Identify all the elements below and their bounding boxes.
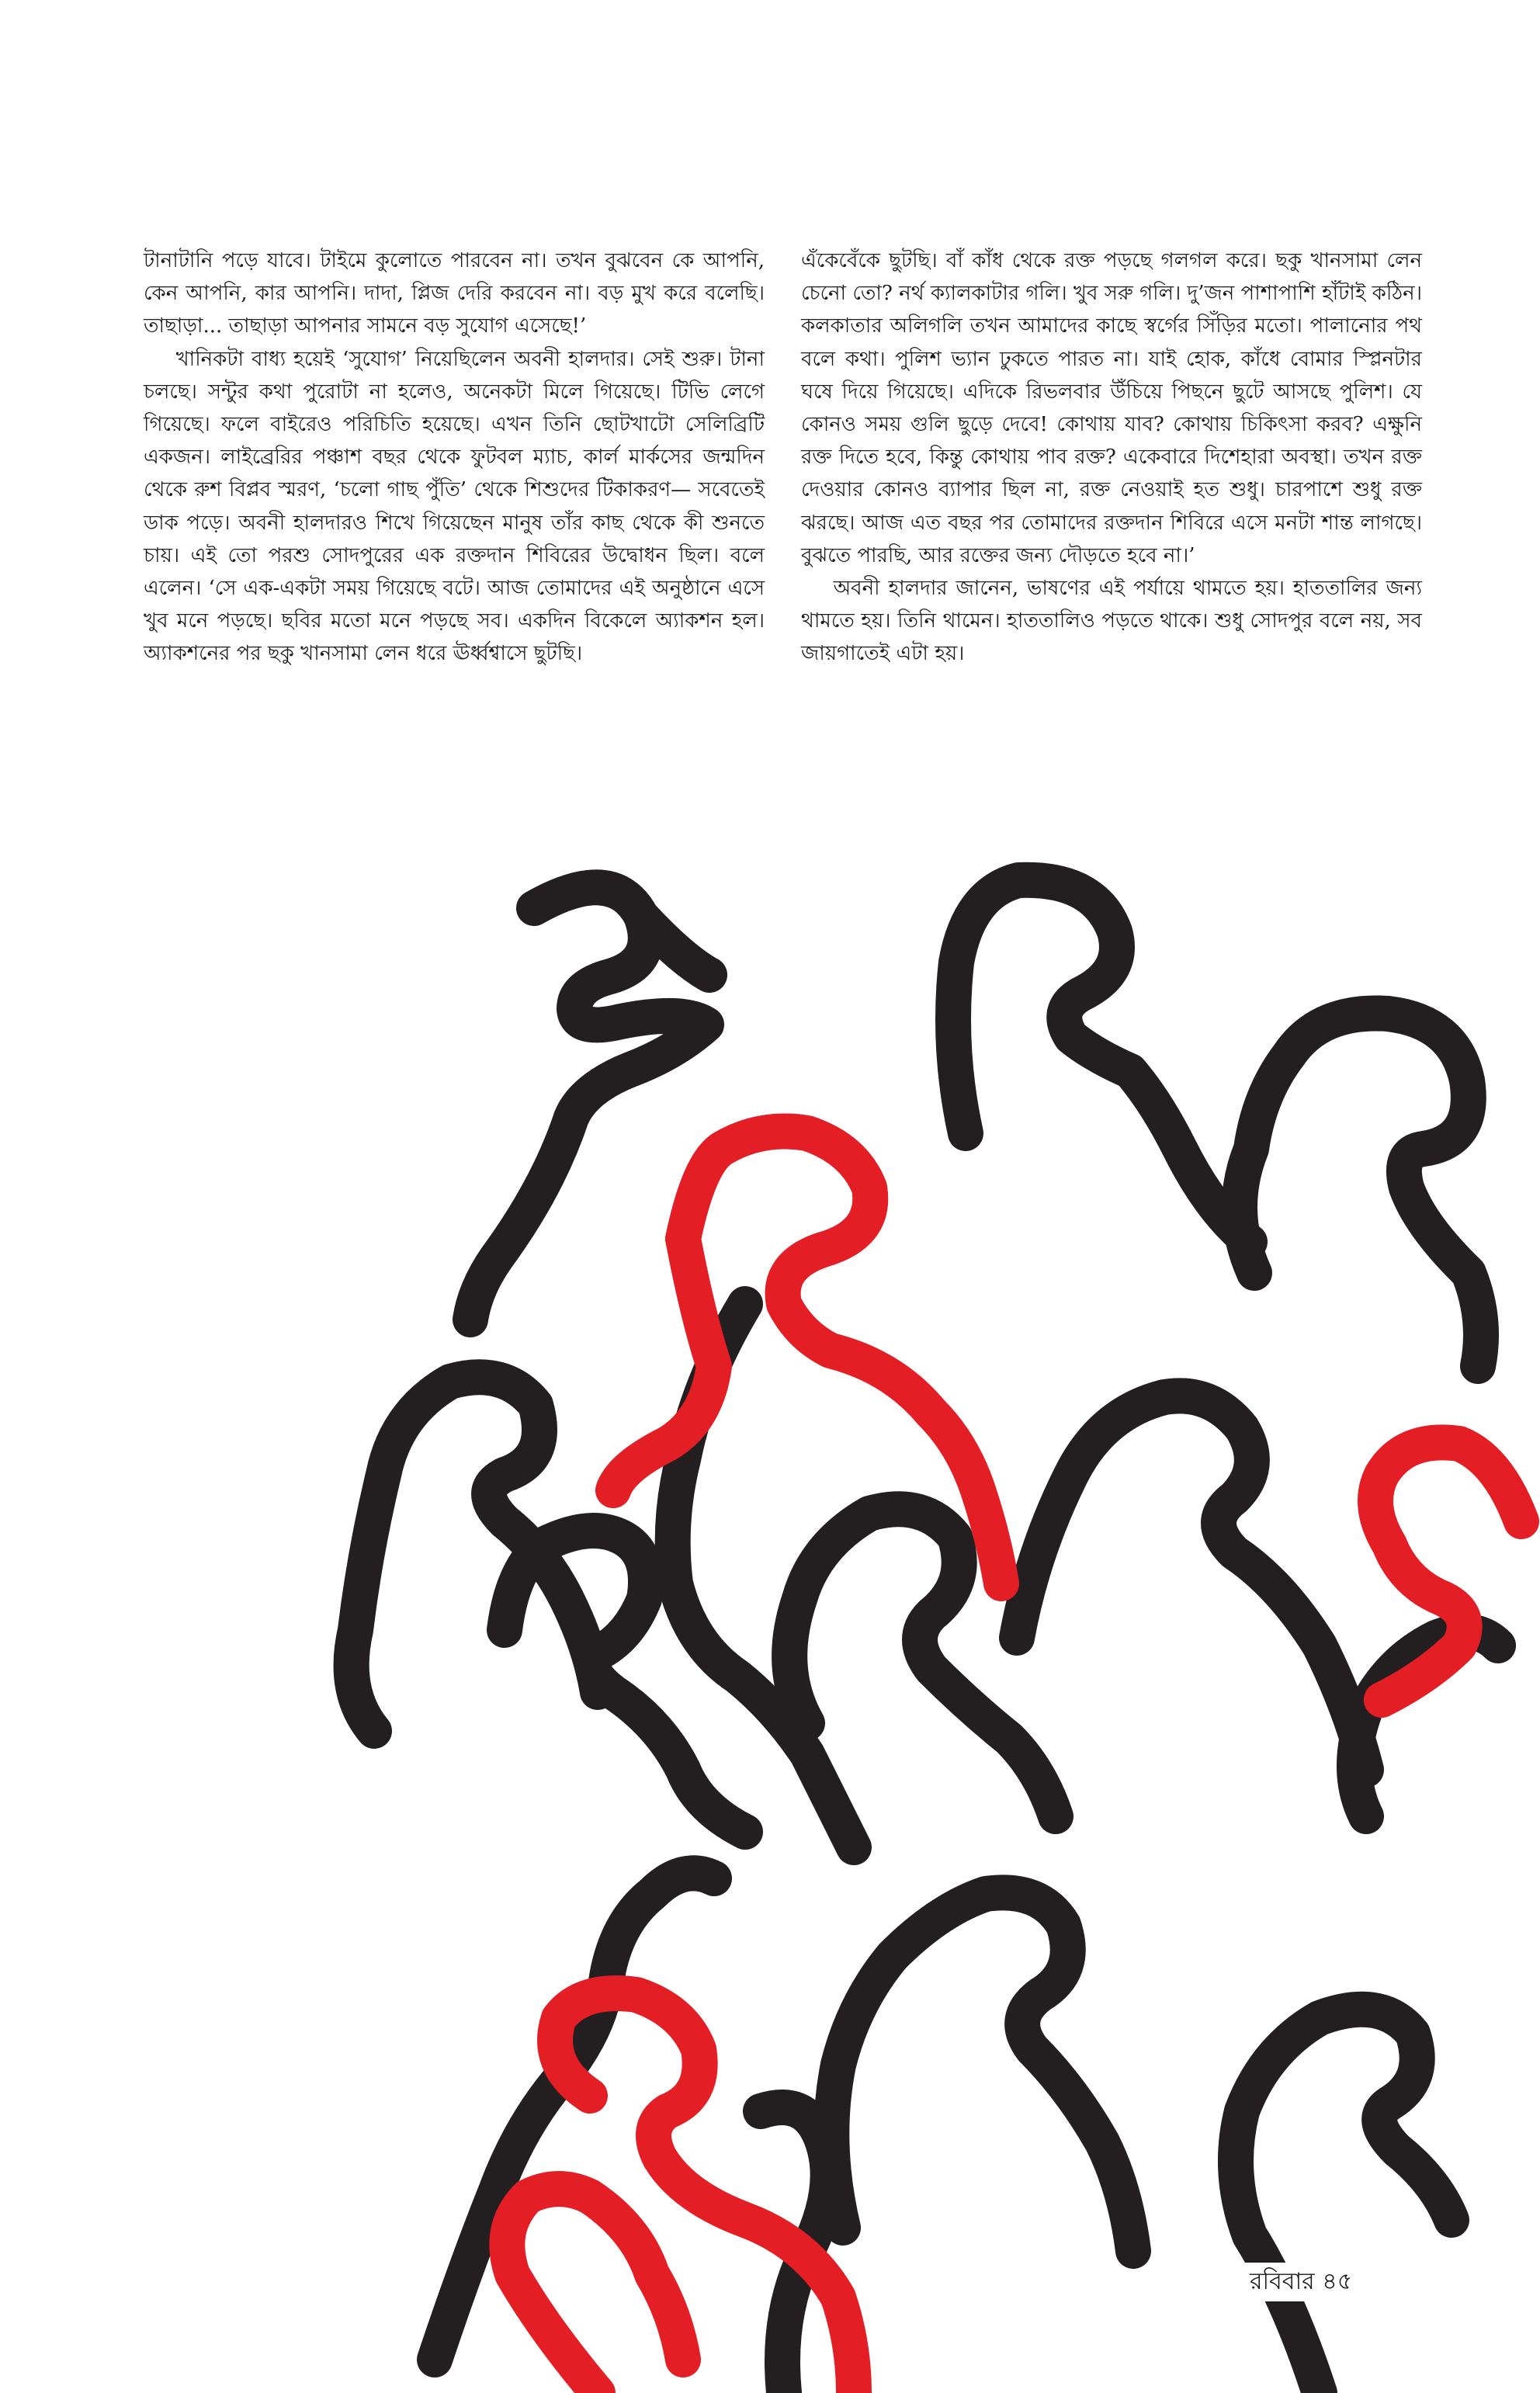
article-paragraph: অবনী হালদার জানেন, ভাষণের এই পর্যায়ে থামতে হয়। হাততালির জন্য থামতে হয়। তিনি থামেন। হাততালিও পড়তে থাকে। শুধু সোদপুর বলে নয়, সব জায়গাতেই এটা হয়। [801,577,1422,666]
black-figure-lower-right [1236,2010,1452,2393]
article-paragraph: টানাটানি পড়ে যাবে। টাইমে কুলোতে পারবেন না। তখন বুঝবেন কে আপনি, কেন আপনি, কার আপনি। দাদা, প্লিজ দেরি করবেন না। বড় মুখ করে বলেছি। তাছাড়া... তাছাড়া আপনার সামনে বড় সুযোগ এসেছে!’ [144,249,765,338]
black-figure-lower-center [831,1892,1133,2251]
article-column-right [801,245,1422,671]
black-figure-top-center [953,880,1250,1242]
magazine-name: রবিবার [1250,2268,1315,2295]
crowd-illustration [0,838,1540,2393]
article-paragraph: এঁকেবেঁকে ছুটছি। বাঁ কাঁধ থেকে রক্ত পড়ছে গলগল করে। ছকু খানসামা লেন চেনো তো? নর্থ ক্যালকাটার গলি। খুব সরু গলি। দু’জন পাশাপাশি হাঁটাই কঠিন। কলকাতার অলিগলি তখন আমাদের কাছে স্বর্গের সিঁড়ির মতো। পালানোর পথ বলে কথা। পুলিশ ভ্যান ঢুকতে পারত না। যাই হোক, কাঁধে বোমার স্প্লিনটার ঘষে দিয়ে গিয়েছে। এদিকে রিভলবার উঁচিয়ে পিছনে ছুটে আসছে পুলিশ। যে কোনও সময় গুলি ছুড়ে দেবে! কোথায় যাব? কোথায় চিকিৎসা করব? এক্ষুনি রক্ত দিতে হবে, কিন্তু কোথায় পাব রক্ত? একেবারে দিশেহারা অবস্থা। তখন রক্ত দেওয়ার কোনও ব্যাপার ছিল না, রক্ত নেওয়াই হত শুধু। চারপাশে শুধু রক্ত ঝরছে। আজ এত বছর পর তোমাদের রক্তদান শিবিরে এসে মনটা শান্ত লাগছে। বুঝতে পারছি, আর রক্তের জন্য দৌড়তে হবে না।’ [801,249,1422,567]
red-figure-bottom-left [507,2189,683,2393]
page-number: ৪৫ [1322,2268,1353,2295]
black-figure-right-mid [1017,1396,1366,1770]
page-footer [1242,2263,1358,2301]
article-paragraph: খানিকটা বাধ্য হয়েই ‘সুযোগ’ নিয়েছিলেন অবনী হালদার। সেই শুরু। টানা চলছে। সন্টুর কথা পুরোটা না হলেও, অনেকটা মিলে গিয়েছে। টিভি লেগে গিয়েছে। ফলে বাইরেও পরিচিতি হয়েছে। এখন তিনি ছোটখাটো সেলিব্রিটি একজন। লাইব্রেরির পঞ্চাশ বছর থেকে ফুটবল ম্যাচ, কার্ল মার্কসের জন্মদিন থেকে রুশ বিপ্লব স্মরণ, ‘চলো গাছ পুঁতি’ থেকে শিশুদের টিকাকরণ— সবেতেই ডাক পড়ে। অবনী হালদারও শিখে গিয়েছেন মানুষ তাঁর কাছ থেকে কী শুনতে চায়। এই তো পরশু সোদপুরের এক রক্তদান শিবিরের উদ্বোধন ছিল। বলে এলেন। ‘সে এক-একটা সময় গিয়েছে বটে। আজ তোমাদের এই অনুষ্ঠানে এসে খুব মনে পড়ছে। ছবির মতো মনে পড়ছে সব। একদিন বিকেলে অ্যাকশন হল। অ্যাকশনের পর ছকু খানসামা লেন ধরে ঊর্ধ্বশ্বাসে ছুটছি। [144,347,765,666]
article-column-left [144,245,765,671]
black-figure-top-right [1240,1013,1481,1366]
